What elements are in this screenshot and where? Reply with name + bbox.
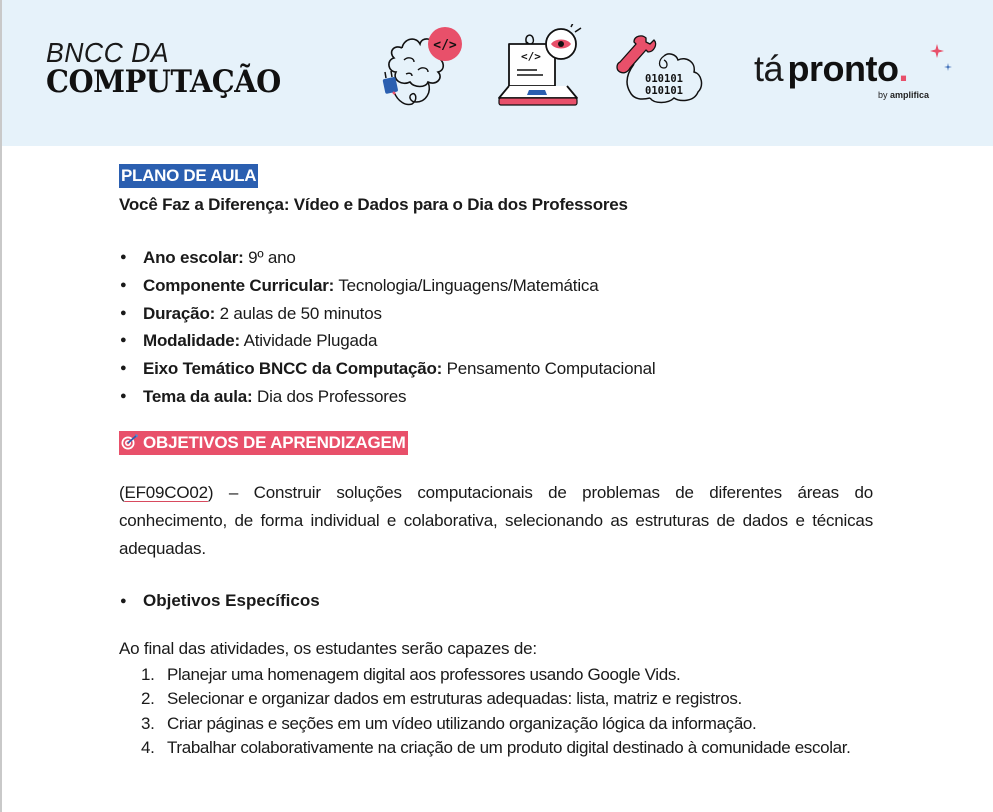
section-label-objetivos: OBJETIVOS DE APRENDIZAGEM (119, 431, 408, 455)
logo-line-2: COMPUTAÇÃO (46, 64, 281, 100)
skill-code: EF09CO02 (124, 482, 208, 502)
svg-text:010101: 010101 (645, 85, 683, 97)
bncc-computacao-logo (46, 37, 299, 100)
ta-pronto-logo (754, 48, 964, 108)
logo-pronto: pronto (787, 48, 899, 89)
info-tema-da-aula: ● Tema da aula: Dia dos Professores (119, 383, 873, 411)
objective-item: 4. Trabalhar colaborativamente na criação de um produto digital destinado à comunidade escolar. (141, 738, 851, 758)
objective-item: 2. Selecionar e organizar dados em estruturas adequadas: lista, matriz e registros. (141, 689, 742, 709)
objective-item: 1. Planejar uma homenagem digital aos professores usando Google Vids. (141, 664, 681, 684)
info-eixo-tematico: ● Eixo Temático BNCC da Computação: Pensamento Computacional (119, 355, 873, 383)
small-sparkle-icon (944, 63, 952, 71)
svg-text:</>: </> (433, 38, 457, 53)
logo-ta: tá (754, 48, 784, 89)
bncc-skill-paragraph: (EF09CO02) – Construir soluções computacionais de problemas de diferentes áreas do conhecimento, de forma individual e colaborativa, selecionando as estruturas de dados e técnicas adequadas. (119, 482, 873, 558)
brain-code-plug-icon (382, 26, 472, 108)
wrench-cloud-binary-icon (614, 32, 706, 106)
objectives-intro: Ao final das atividades, os estudantes serão capazes de: (119, 638, 537, 658)
logo-dot: . (898, 48, 908, 89)
specific-objectives-heading: ● Objetivos Específicos (119, 588, 873, 614)
svg-text:</>: </> (521, 50, 541, 63)
section-label-plano-de-aula: PLANO DE AULA (119, 164, 258, 188)
lesson-plan-content (119, 164, 873, 761)
document-header-banner (2, 0, 993, 146)
svg-text:010101: 010101 (645, 73, 683, 85)
target-dart-icon (121, 434, 139, 450)
sparkle-icon (930, 44, 944, 58)
info-ano-escolar: ● Ano escolar: 9º ano (119, 244, 873, 272)
laptop-eye-icon (497, 24, 589, 110)
logo-line-1: BNCC DA (46, 37, 170, 68)
objective-item: 3. Criar páginas e seções em um vídeo utilizando organização lógica da informação. (141, 713, 757, 733)
info-duracao: ● Duração: 2 aulas de 50 minutos (119, 300, 873, 328)
logo-by-amplifica: by amplifica (878, 90, 930, 100)
lesson-info-list (119, 244, 873, 411)
specific-objectives-list (141, 663, 873, 761)
lesson-title: Você Faz a Diferença: Vídeo e Dados para o Dia dos Professores (119, 195, 628, 214)
info-modalidade: ● Modalidade: Atividade Plugada (119, 327, 873, 355)
info-componente-curricular: ● Componente Curricular: Tecnologia/Linguagens/Matemática (119, 272, 873, 300)
